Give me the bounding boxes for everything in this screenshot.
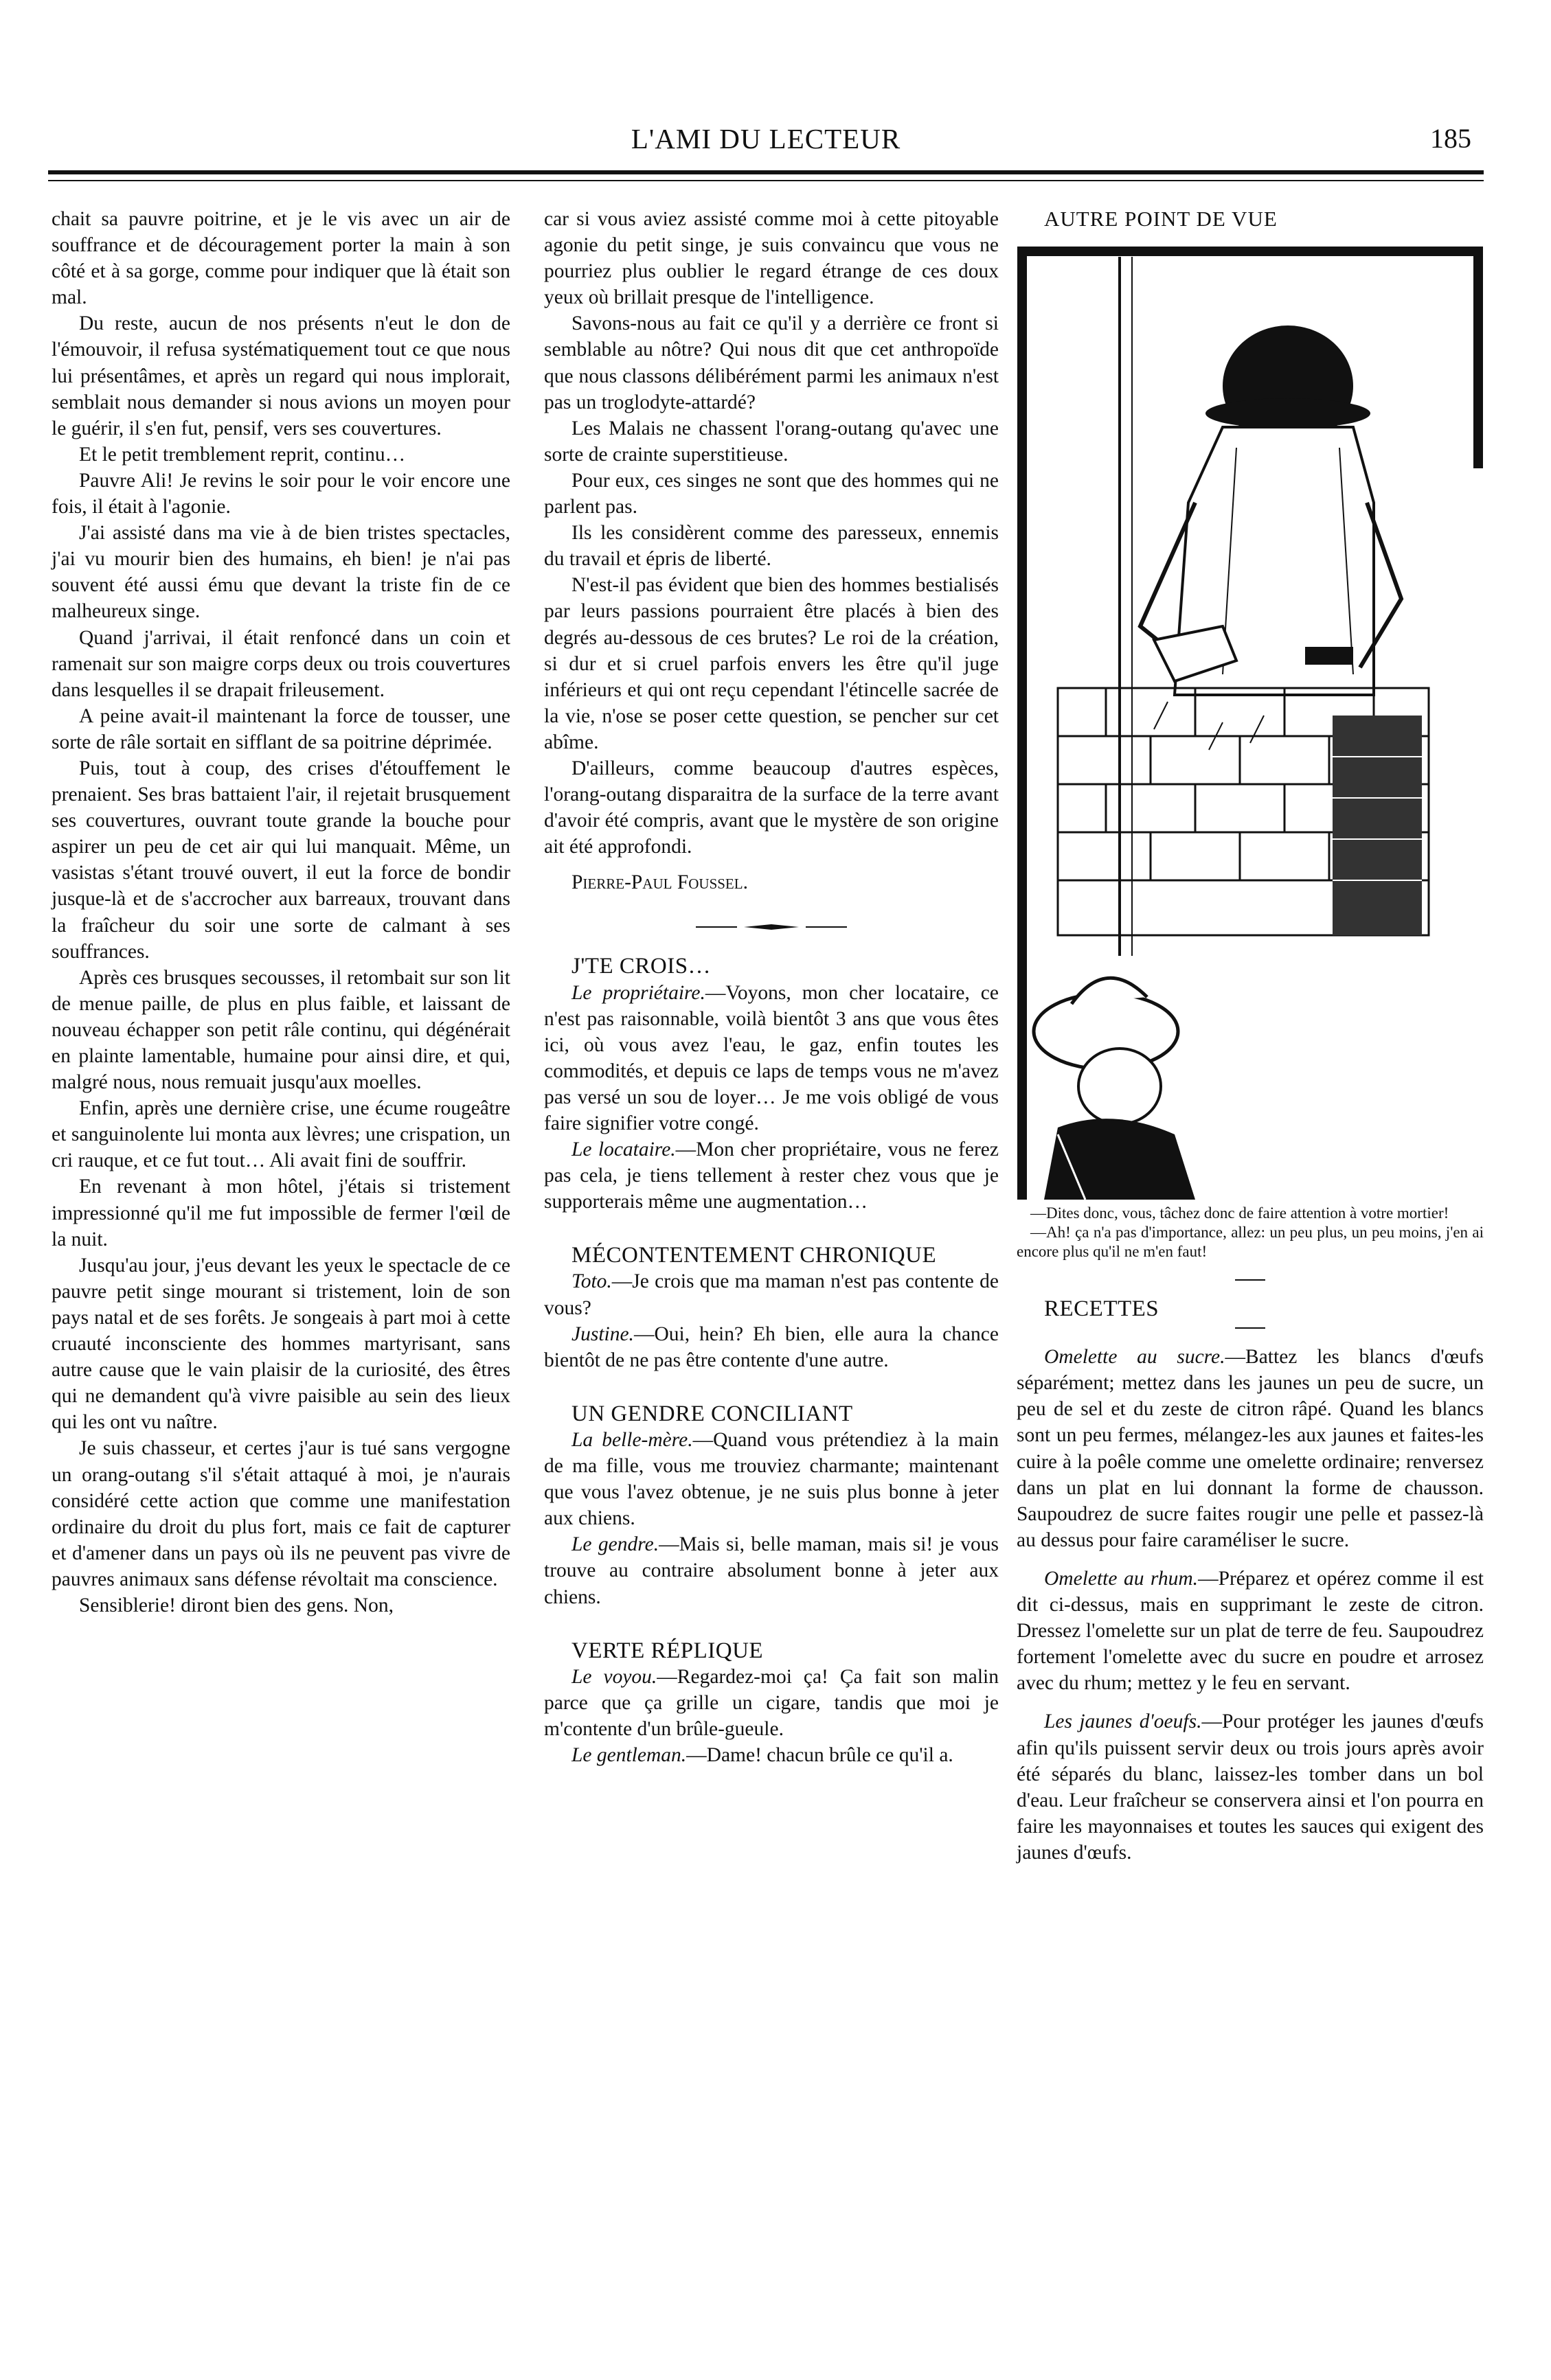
section-title: VERTE RÉPLIQUE [571, 1638, 764, 1663]
dialogue-text: —Voyons, mon cher locataire, ce n'est pas raisonnable, voilà bientôt 3 ans que vous êtes ici, où vous avez l'eau, le gaz, enfin toutes les commodités, et depuis ce laps de temps vous ne m'avez pas versé un sou de loyer… Je me vois obligé de vous faire signifier votre congé. [544, 981, 999, 1134]
page-header [48, 103, 1484, 165]
dialogue-text: —Dame! chacun brûle ce qu'il a. [686, 1743, 953, 1766]
paragraph: Ils les considèrent comme des paresseux, ennemis du travail et épris de liberté. [544, 522, 999, 571]
cartoon-illustration [1017, 242, 1484, 1200]
speaker: Le gentleman. [571, 1743, 687, 1766]
dialogue-line [544, 1427, 999, 1531]
column-1 [52, 206, 510, 1618]
dialogue-text: —Mais si, belle maman, mais si! je vous trouve au contraire absolument bonne à jeter aux chiens. [544, 1533, 999, 1608]
paragraph: Puis, tout à coup, des crises d'étouffement le prenaient. Ses bras battaient l'air, il rejetait brusquement ses couvertures, ouvrant toute grande la bouche pour aspirer un peu de cet air qui lui manquait. Même, un vasistas s'étant trouvé ouvert, il eut la force de bondir jusque-là et de s'accrocher aux barreaux, trouvant dans la fraîcheur du soir une sorte de calmant à ses souffrances. [52, 757, 510, 963]
paragraph: En revenant à mon hôtel, j'étais si tristement impressionné qu'il me fut impossible de fermer l'œil de la nuit. [52, 1176, 510, 1250]
speaker: Le voyou. [571, 1665, 657, 1688]
dialogue-text: —Mon cher propriétaire, vous ne ferez pas cela, je tiens tellement à rester chez vous que je supporterais même une augmentation… [544, 1138, 999, 1213]
paragraph: Et le petit tremblement reprit, continu… [79, 443, 406, 466]
dialogue-line [544, 1664, 999, 1742]
recipe-text: —Préparez et opérez comme il est dit ci-dessus, mais en supprimant le zeste de citron. Dressez l'omelette sur un plat de terre de feu. Saupoudrez fortement l'omelette avec du sucre en poudre et arrosez avec du rhum; mettez y le feu en servant. [1017, 1567, 1484, 1695]
page-number: 185 [1430, 123, 1471, 154]
paragraph: Les Malais ne chassent l'orang-outang qu'avec une sorte de crainte superstitieuse. [544, 417, 999, 466]
section-divider [1235, 1279, 1265, 1281]
recipe-paragraph [1017, 1344, 1484, 1553]
paragraph: Enfin, après une dernière crise, une écume rougeâtre et sanguinolente lui monta aux lèvres; une crispation, un cri rauque, et ce fut tout… Ali avait fini de souffrir. [52, 1097, 510, 1172]
paragraph: J'ai assisté dans ma vie à de bien tristes spectacles, j'ai vu mourir bien des humains, eh bien! je n'ai pas souvent été aussi ému que devant la triste fin de ce malheureux singe. [52, 522, 510, 623]
speaker: Le locataire. [571, 1138, 676, 1161]
recipes-title: RECETTES [1044, 1296, 1159, 1322]
caption-line: —Ah! ça n'a pas d'importance, allez: un peu plus, un peu moins, j'en ai encore plus qu'il ne m'en faut! [1017, 1224, 1484, 1261]
recipe-text: —Pour protéger les jaunes d'œufs afin qu'ils puissent servir deux ou trois jours après avoir été séparés du blanc, laissez-les tomber dans un bol d'eau. Leur fraîcheur se conservera ainsi et l'on pourra en faire les mayonnaises et toutes les sauces qui exigent des jaunes d'œufs. [1017, 1710, 1484, 1864]
speaker: La belle-mère. [571, 1428, 693, 1451]
recipe-name: Omelette au sucre. [1044, 1346, 1225, 1369]
paragraph: Du reste, aucun de nos présents n'eut le don de l'émouvoir, il refusa systématiquement tout ce que nous lui présentâmes, et après un regard qui nous implorait, semblait nous demander si nous avions un moyen pour le guérir, il s'en fut, pensif, vers ses couvertures. [52, 312, 510, 439]
section-title: MÉCONTENTEMENT CHRONIQUE [571, 1243, 937, 1268]
paragraph: chait sa pauvre poitrine, et je le vis avec un air de souffrance et de découragement porter la main à son côté et à sa gorge, comme pour indiquer que là était son mal. [52, 208, 510, 309]
section-divider [544, 913, 999, 941]
speaker: Toto. [571, 1270, 612, 1293]
paragraph: Pauvre Ali! Je revins le soir pour le voir encore une fois, il était à l'agonie. [52, 469, 510, 518]
caption-line: —Dites donc, vous, tâchez donc de faire attention à votre mortier! [1030, 1204, 1449, 1222]
speaker: Le gendre. [571, 1533, 659, 1556]
dialogue-line [544, 1268, 999, 1320]
dialogue-line [544, 980, 999, 1137]
paragraph: Jusqu'au jour, j'eus devant les yeux le spectacle de ce pauvre petit singe mourant si tristement, loin de son pays natal et de ses forêts. Je songeais à part moi à cette cruauté inconsciente des hommes martyrisant, sans autre cause que le vain plaisir de la curiosité, des êtres qui ne demandent qu'à vivre paisible au sein des lieux qui les ont vu naître. [52, 1254, 510, 1434]
paragraph: car si vous aviez assisté comme moi à cette pitoyable agonie du petit singe, je suis convaincu que vous ne pourriez plus oublier le regard étrange de ces doux yeux où brillait presque de l'intelligence. [544, 208, 999, 309]
section-title: J'TE CROIS… [571, 954, 712, 979]
section-divider [1235, 1327, 1265, 1329]
dialogue-text: —Oui, hein? Eh bien, elle aura la chance bientôt de ne pas être contente d'une autre. [544, 1323, 999, 1371]
illustration-title: AUTRE POINT DE VUE [1044, 207, 1278, 231]
ornament-rule [696, 923, 847, 931]
header-rule-thin [48, 180, 1484, 181]
paragraph: A peine avait-il maintenant la force de tousser, une sorte de râle sortait en sifflant de sa poitrine déprimée. [52, 705, 510, 753]
dialogue-line [544, 1136, 999, 1215]
paragraph: Je suis chasseur, et certes j'aur is tué sans vergogne un orang-outang s'il s'était attaqué à moi, je n'aurais considéré cette action que comme une manifestation ordinaire du droit du plus fort, mais ce fait de capturer et d'amener dans un pays où ils ne peuvent pas vivre de pauvres animaux sans défense révoltait ma conscience. [52, 1437, 510, 1590]
column-3 [1017, 206, 1484, 1866]
paragraph: Après ces brusques secousses, il retombait sur son lit de menue paille, de plus en plus faible, et laissant de nouveau échapper son petit râle continu, qui dégénérait en plainte lamentable, humaine pour ainsi dire, et qui, malgré nous, nous remuait jusqu'aux moelles. [52, 966, 510, 1094]
header-rule-thick [48, 170, 1484, 174]
dialogue-text: —Quand vous prétendiez à la main de ma fille, vous me trouviez charmante; maintenant que vous l'avez obtenue, je ne suis plus bonne à jeter aux chiens. [544, 1428, 999, 1530]
paragraph: Savons-nous au fait ce qu'il y a derrière ce front si semblable au nôtre? Qui nous dit que cet anthropoïde que nous classons délibérément parmi les animaux n'est pas un troglodyte-attardé? [544, 312, 999, 413]
column-2 [544, 206, 999, 1768]
recipe-name: Les jaunes d'oeufs. [1044, 1710, 1202, 1733]
recipe-paragraph [1017, 1566, 1484, 1696]
speaker: Justine. [571, 1323, 634, 1345]
recipe-name: Omelette au rhum. [1044, 1567, 1199, 1590]
illustration-caption [1017, 1204, 1484, 1261]
dialogue-text: —Je crois que ma maman n'est pas contente de vous? [544, 1270, 999, 1319]
journal-title: L'AMI DU LECTEUR [631, 123, 901, 155]
dialogue-line [544, 1742, 999, 1768]
paragraph: Quand j'arrivai, il était renfoncé dans un coin et ramenait sur son maigre corps deux ou trois couvertures dans lesquelles il se drapait frileusement. [52, 626, 510, 701]
paragraph: Sensiblerie! diront bien des gens. Non, [79, 1594, 394, 1616]
paragraph: N'est-il pas évident que bien des hommes bestialisés par leurs passions pourraient être placés à bien des degrés au-dessous de ces brutes? Le roi de la création, si dur et si cruel parfois envers les être qu'il juge inférieurs et qui ont reçu cependant l'étincelle sacrée de la vie, n'ose se poser cette question, se pencher sur cet abîme. [544, 574, 999, 753]
speaker: Le propriétaire. [571, 981, 705, 1004]
dialogue-line [544, 1321, 999, 1373]
paragraph: Pour eux, ces singes ne sont que des hommes qui ne parlent pas. [544, 469, 999, 518]
dialogue-line [544, 1531, 999, 1610]
dialogue-text: —Regardez-moi ça! Ça fait son malin parce que ça grille un cigare, tandis que moi je m'contente d'un brûle-gueule. [544, 1665, 999, 1740]
article-signature: Pierre-Paul Foussel. [571, 871, 748, 894]
recipe-text: —Battez les blancs d'œufs séparément; mettez dans les jaunes un peu de sucre, un peu de sel et du zeste de citron râpé. Quand les blancs sont un peu fermes, mélangez-les aux jaunes et faites-les cuire à la poêle comme une omelette ordinaire; renversez dans un plat en lui donnant la forme de chausson. Saupoudrez de sucre faites rougir une pelle et passez-là au dessus pour faire caraméliser le sucre. [1017, 1346, 1484, 1551]
paragraph: D'ailleurs, comme beaucoup d'autres espèces, l'orang-outang disparaitra de la surface de la terre avant d'avoir été compris, avant que le mystère de son origine ait été approfondi. [544, 757, 999, 858]
section-title: UN GENDRE CONCILIANT [571, 1401, 853, 1426]
recipe-paragraph [1017, 1708, 1484, 1866]
